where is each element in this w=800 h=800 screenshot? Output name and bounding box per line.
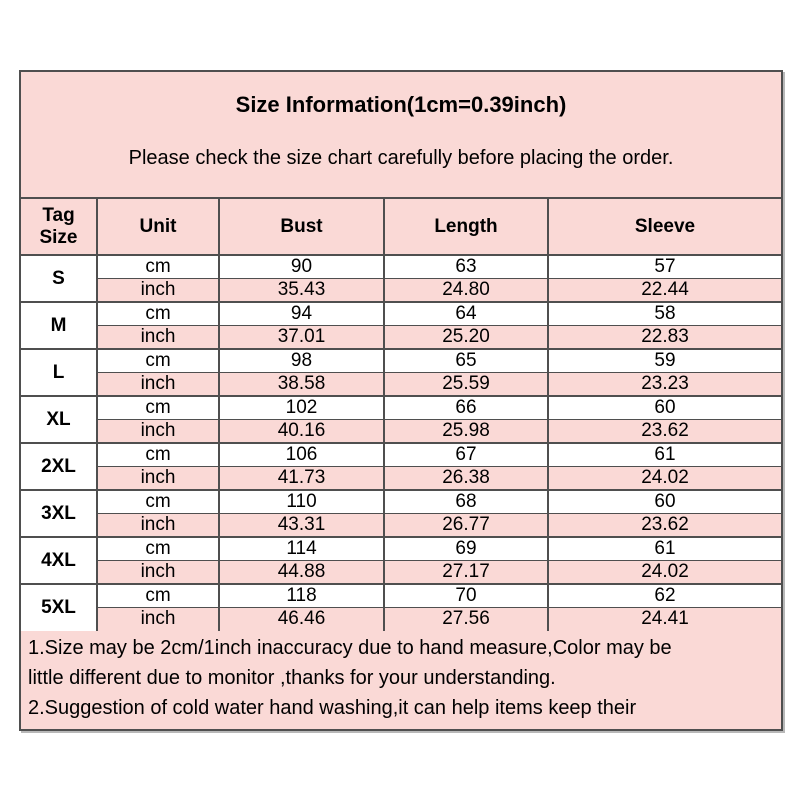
length-value: 26.38 <box>384 467 548 491</box>
sleeve-value: 57 <box>548 255 781 279</box>
size-label: 4XL <box>21 537 97 584</box>
length-value: 65 <box>384 349 548 373</box>
length-value: 26.77 <box>384 514 548 538</box>
table-row <box>21 349 781 373</box>
unit-cell: inch <box>97 608 219 631</box>
column-header-bust: Bust <box>219 199 384 255</box>
note-line: 2.Suggestion of cold water hand washing,it can help items keep their <box>28 696 637 719</box>
table-row <box>21 584 781 608</box>
unit-cell: cm <box>97 396 219 420</box>
length-value: 24.80 <box>384 279 548 303</box>
column-header-sleeve: Sleeve <box>548 199 781 255</box>
table-row <box>21 420 781 444</box>
bust-value: 114 <box>219 537 384 561</box>
size-chart-panel <box>19 70 783 731</box>
unit-cell: cm <box>97 537 219 561</box>
length-value: 69 <box>384 537 548 561</box>
bust-value: 37.01 <box>219 326 384 350</box>
page-title: Size Information(1cm=0.39inch) <box>235 92 567 117</box>
bust-value: 94 <box>219 302 384 326</box>
unit-cell: inch <box>97 561 219 585</box>
size-chart-header <box>21 72 781 199</box>
bust-value: 102 <box>219 396 384 420</box>
sleeve-value: 22.44 <box>548 279 781 303</box>
table-row <box>21 373 781 397</box>
bust-value: 44.88 <box>219 561 384 585</box>
column-header-length: Length <box>384 199 548 255</box>
size-label: L <box>21 349 97 396</box>
bust-value: 110 <box>219 490 384 514</box>
sleeve-value: 23.62 <box>548 420 781 444</box>
length-value: 27.56 <box>384 608 548 631</box>
table-row <box>21 537 781 561</box>
size-label: 3XL <box>21 490 97 537</box>
length-value: 64 <box>384 302 548 326</box>
bust-value: 43.31 <box>219 514 384 538</box>
table-row <box>21 514 781 538</box>
size-label: M <box>21 302 97 349</box>
bust-value: 90 <box>219 255 384 279</box>
table-row <box>21 561 781 585</box>
table-row <box>21 279 781 303</box>
table-row <box>21 396 781 420</box>
table-row <box>21 302 781 326</box>
bust-value: 46.46 <box>219 608 384 631</box>
sleeve-value: 22.83 <box>548 326 781 350</box>
length-value: 67 <box>384 443 548 467</box>
length-value: 68 <box>384 490 548 514</box>
unit-cell: cm <box>97 443 219 467</box>
sleeve-value: 23.23 <box>548 373 781 397</box>
note-line: little different due to monitor ,thanks for your understanding. <box>28 666 556 689</box>
length-value: 70 <box>384 584 548 608</box>
unit-cell: cm <box>97 490 219 514</box>
note-line: 1.Size may be 2cm/1inch inaccuracy due to hand measure,Color may be <box>28 636 672 659</box>
size-table <box>21 199 781 631</box>
column-header-tag-size: Tag Size <box>21 199 97 255</box>
sleeve-value: 61 <box>548 537 781 561</box>
bust-value: 41.73 <box>219 467 384 491</box>
bust-value: 35.43 <box>219 279 384 303</box>
sleeve-value: 24.41 <box>548 608 781 631</box>
size-label: S <box>21 255 97 302</box>
table-row <box>21 608 781 631</box>
page-subtitle: Please check the size chart carefully before placing the order. <box>128 147 674 169</box>
length-value: 25.59 <box>384 373 548 397</box>
length-value: 27.17 <box>384 561 548 585</box>
sleeve-value: 58 <box>548 302 781 326</box>
unit-cell: cm <box>97 349 219 373</box>
length-value: 25.20 <box>384 326 548 350</box>
sleeve-value: 59 <box>548 349 781 373</box>
sleeve-value: 60 <box>548 490 781 514</box>
table-row <box>21 443 781 467</box>
unit-cell: cm <box>97 302 219 326</box>
table-row <box>21 467 781 491</box>
bust-value: 38.58 <box>219 373 384 397</box>
sleeve-value: 23.62 <box>548 514 781 538</box>
bust-value: 98 <box>219 349 384 373</box>
unit-cell: cm <box>97 255 219 279</box>
length-value: 25.98 <box>384 420 548 444</box>
table-header-row <box>21 199 781 255</box>
length-value: 63 <box>384 255 548 279</box>
bust-value: 106 <box>219 443 384 467</box>
bust-value: 40.16 <box>219 420 384 444</box>
size-label: XL <box>21 396 97 443</box>
column-header-unit: Unit <box>97 199 219 255</box>
size-label: 2XL <box>21 443 97 490</box>
table-row <box>21 255 781 279</box>
sleeve-value: 61 <box>548 443 781 467</box>
unit-cell: inch <box>97 467 219 491</box>
unit-cell: inch <box>97 420 219 444</box>
sleeve-value: 62 <box>548 584 781 608</box>
notes-section <box>21 631 781 730</box>
unit-cell: inch <box>97 514 219 538</box>
unit-cell: cm <box>97 584 219 608</box>
bust-value: 118 <box>219 584 384 608</box>
unit-cell: inch <box>97 279 219 303</box>
sleeve-value: 60 <box>548 396 781 420</box>
sleeve-value: 24.02 <box>548 561 781 585</box>
table-row <box>21 490 781 514</box>
sleeve-value: 24.02 <box>548 467 781 491</box>
unit-cell: inch <box>97 373 219 397</box>
table-row <box>21 326 781 350</box>
size-label: 5XL <box>21 584 97 631</box>
unit-cell: inch <box>97 326 219 350</box>
length-value: 66 <box>384 396 548 420</box>
